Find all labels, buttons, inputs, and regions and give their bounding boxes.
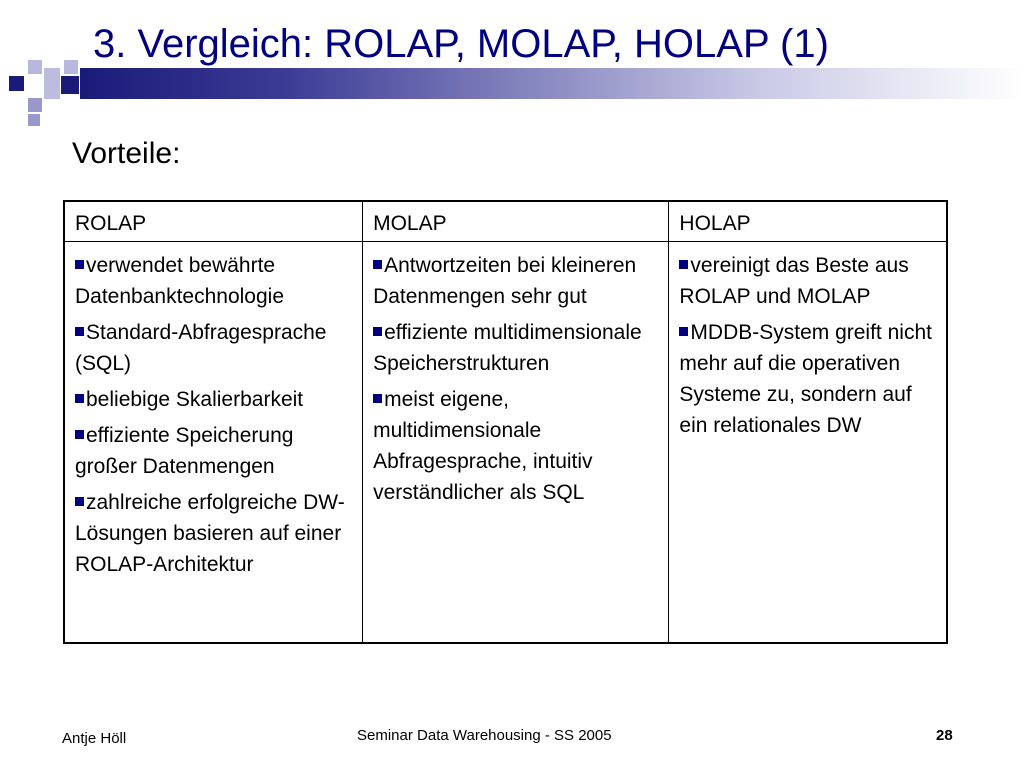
list-item	[679, 317, 938, 441]
list-item-text: effiziente multidimensionale Speicherstrukturen	[373, 320, 642, 375]
square-bullet-icon	[75, 260, 84, 269]
list-item-text: effiziente Speicherung großer Datenmengen	[75, 423, 294, 478]
list-item-text: meist eigene, multidimensionale Abfragesprache, intuitiv verständlicher als SQL	[373, 387, 593, 504]
column-header-rolap: ROLAP	[64, 201, 363, 241]
list-item	[373, 250, 660, 312]
decorative-squares	[0, 0, 90, 130]
footer-author: Antje Höll	[62, 730, 127, 747]
comparison-table	[63, 200, 948, 644]
molap-cell	[363, 241, 669, 643]
square-bullet-icon	[75, 394, 84, 403]
decor-square	[28, 60, 42, 74]
list-item	[75, 250, 354, 312]
square-bullet-icon	[373, 260, 382, 269]
decor-square	[44, 68, 60, 99]
rolap-cell	[64, 241, 363, 643]
square-bullet-icon	[373, 327, 382, 336]
list-item-text: beliebige Skalierbarkeit	[86, 387, 304, 411]
decor-square	[9, 76, 24, 91]
list-item	[75, 420, 354, 482]
list-item-text: Standard-Abfragesprache (SQL)	[75, 320, 327, 375]
title-gradient-band	[80, 68, 1024, 99]
column-header-holap: HOLAP	[669, 201, 947, 241]
square-bullet-icon	[75, 327, 84, 336]
list-item-text: vereinigt das Beste aus ROLAP und MOLAP	[679, 253, 909, 308]
list-item	[75, 487, 354, 580]
page-number: 28	[936, 727, 953, 744]
slide-subtitle: Vorteile:	[72, 137, 181, 170]
list-item-text: MDDB-System greift nicht mehr auf die operativen Systeme zu, sondern auf ein relationales DW	[679, 320, 932, 437]
decor-square	[61, 76, 79, 94]
decor-square	[28, 98, 42, 112]
list-item-text: verwendet bewährte Datenbanktechnologie	[75, 253, 284, 308]
square-bullet-icon	[75, 497, 84, 506]
list-item	[75, 384, 354, 415]
holap-cell	[669, 241, 947, 643]
square-bullet-icon	[679, 260, 688, 269]
list-item	[679, 250, 938, 312]
square-bullet-icon	[373, 394, 382, 403]
list-item	[373, 384, 660, 508]
column-header-molap: MOLAP	[363, 201, 669, 241]
slide-title: 3. Vergleich: ROLAP, MOLAP, HOLAP (1)	[93, 22, 829, 66]
footer-course: Seminar Data Warehousing - SS 2005	[357, 727, 612, 744]
table-row	[64, 241, 947, 643]
list-item-text: Antwortzeiten bei kleineren Datenmengen sehr gut	[373, 253, 637, 308]
square-bullet-icon	[75, 430, 84, 439]
table-header-row	[64, 201, 947, 241]
decor-square	[64, 60, 78, 74]
list-item-text: zahlreiche erfolgreiche DW-Lösungen basieren auf einer ROLAP-Architektur	[75, 490, 345, 576]
decor-square	[28, 114, 40, 126]
list-item	[373, 317, 660, 379]
square-bullet-icon	[679, 327, 688, 336]
list-item	[75, 317, 354, 379]
